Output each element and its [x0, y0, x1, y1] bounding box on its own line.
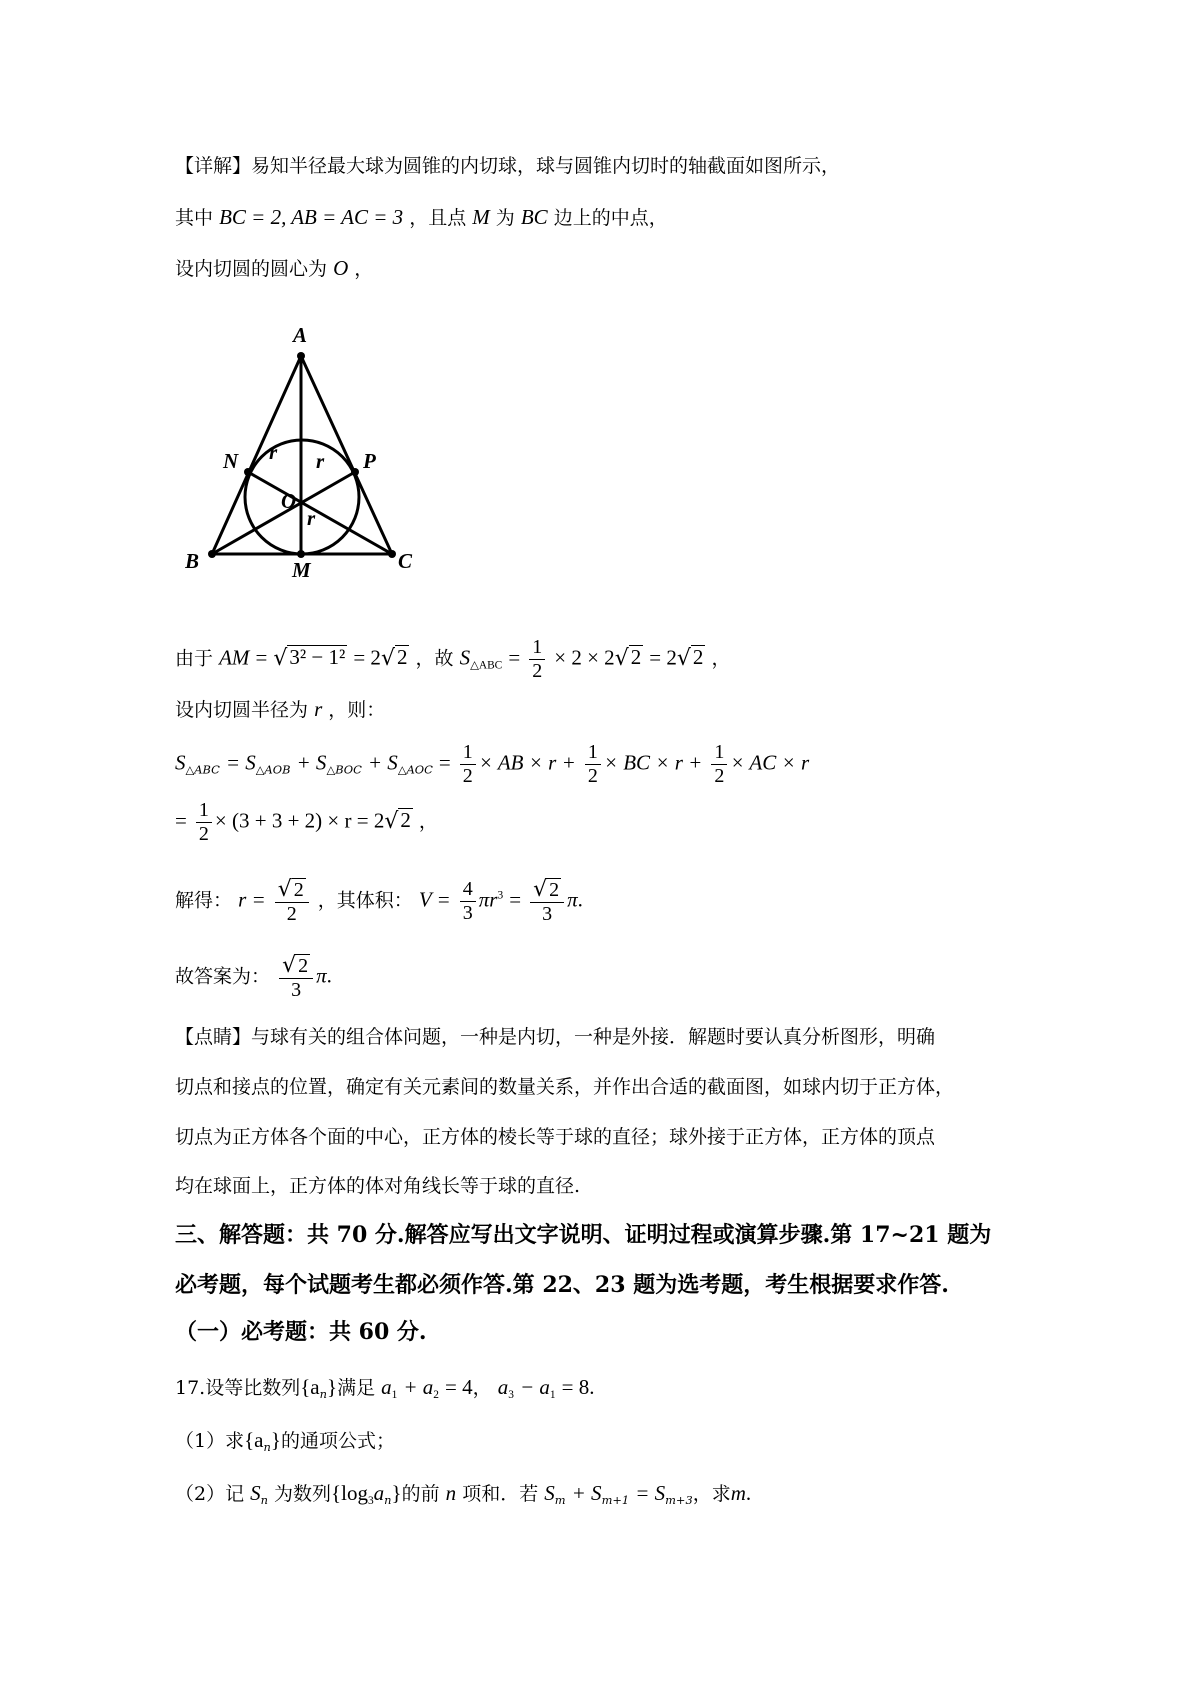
equation-value: = 8: [561, 1375, 590, 1399]
given-lengths: BC = 2, AB = AC = 3: [219, 205, 404, 229]
radicand: 2: [549, 879, 560, 901]
radius-label-p: r: [316, 449, 325, 473]
area-subscript: △ABC: [185, 762, 220, 777]
sqrt-expression: √ 3² − 1²: [273, 645, 346, 671]
intro-text: 【详解】易知半径最大球为圆锥的内切球，球与圆锥内切时的轴截面如图所示，: [175, 155, 841, 177]
radius-label-m: r: [307, 506, 316, 530]
subscript: m: [554, 1492, 566, 1507]
area-term: = S: [225, 750, 256, 775]
radius-label-n: r: [269, 440, 278, 464]
fraction: [196, 800, 212, 845]
area-result-equation: [175, 800, 438, 845]
equals-sign: =: [509, 887, 522, 912]
sum-symbol: + S: [571, 1481, 602, 1505]
section-heading-line-1: [175, 1222, 991, 1248]
point-n-dot: [244, 468, 252, 476]
sequence-brace: }: [326, 1375, 338, 1399]
equals-sign: =: [438, 750, 451, 775]
solve-line: [175, 878, 583, 925]
center-o-label: O: [281, 489, 297, 513]
numerator: 1: [711, 742, 727, 765]
solution-text: ，: [418, 810, 438, 833]
comment-line-3: [175, 1126, 935, 1149]
sequence-symbol: {log: [331, 1481, 368, 1505]
comment-text: 切点为正方体各个面的中心，正方体的棱长等于球的直径；球外接于正方体，正方体的顶点: [175, 1126, 936, 1148]
problem-17-stem: [175, 1375, 594, 1403]
pi-symbol: π: [316, 963, 327, 988]
segment-label: BC: [520, 205, 548, 229]
problem-text: （2）记: [175, 1483, 245, 1505]
vertex-c-label: C: [398, 549, 413, 573]
solution-text: ，: [711, 647, 731, 670]
problem-text: 为数列: [274, 1483, 332, 1505]
area-term: + S: [367, 750, 398, 775]
separator: ，: [472, 1377, 492, 1399]
comment-text: 【点睛】与球有关的组合体问题，一种是内切，一种是外接．解题时要认真分析图形，明确: [175, 1026, 936, 1048]
comment-line-1: [175, 1026, 935, 1049]
denominator: 2: [532, 660, 543, 682]
comment-text: 切点和接点的位置，确定有关元素间的数量关系，并作出合适的截面图，如球内切于正方体，: [175, 1076, 955, 1098]
equals-sign: =: [175, 808, 187, 833]
numerator: 1: [460, 742, 476, 765]
sqrt-expression: √ 2: [380, 645, 408, 671]
sequence-symbol: {a: [244, 1428, 264, 1452]
intro-text: 为: [495, 207, 515, 229]
am-line: [175, 637, 730, 682]
subscript: 2: [433, 1388, 439, 1401]
equation-value: = 4: [445, 1375, 473, 1399]
sequence-symbol: {a: [300, 1375, 320, 1399]
denominator: 2: [198, 823, 209, 845]
intro-text: ，且点: [409, 207, 467, 229]
comment-text: 均在球面上，正方体的体对角线长等于球的直径.: [175, 1175, 581, 1197]
sqrt-expression: √ 2: [676, 645, 704, 671]
period: .: [745, 1481, 752, 1505]
term-symbol: a: [373, 1481, 385, 1505]
area-symbol: S: [175, 750, 186, 775]
pi-symbol: π: [567, 887, 578, 912]
radicand: 2: [293, 879, 304, 901]
sqrt-expression: √ 2: [533, 877, 560, 902]
period: .: [577, 887, 583, 912]
equals-sign: =: [255, 645, 268, 670]
problem-text: 的前: [401, 1483, 440, 1505]
fraction: [460, 879, 476, 924]
subsection-heading: [175, 1319, 427, 1345]
sqrt-expression: √ 2: [614, 645, 642, 671]
fraction: [585, 742, 601, 787]
exponent: 3: [497, 889, 504, 902]
area-subscript: △AOC: [397, 762, 433, 777]
subscript: n: [319, 1386, 327, 1401]
equation-term: × AB × r +: [478, 750, 576, 775]
area-subscript: △ABC: [470, 659, 503, 672]
subscript: n: [263, 1439, 271, 1454]
numerator: 1: [585, 742, 601, 765]
fraction: [460, 742, 476, 787]
problem-17-part-2: [175, 1481, 751, 1509]
triangle-incircle-figure: [185, 325, 445, 595]
area-subscript: △BOC: [326, 762, 362, 777]
sqrt-expression: √ 2: [277, 877, 304, 902]
subscript: m+1: [601, 1492, 630, 1507]
equals-sign: =: [508, 645, 521, 670]
subscript: n: [384, 1492, 392, 1507]
intro-text: 边上的中点，: [553, 207, 668, 229]
let-r-line: [175, 697, 385, 722]
area-sum-equation: [175, 742, 809, 787]
problem-text: 满足: [337, 1377, 376, 1399]
sqrt-expression: √ 2: [384, 808, 411, 834]
variable-n: n: [445, 1481, 457, 1505]
comment-line-2: [175, 1076, 954, 1099]
fraction: [530, 878, 564, 925]
problem-text: （1）求: [175, 1430, 245, 1452]
numerator: 4: [460, 879, 476, 902]
result-coefficient: = 2: [649, 645, 677, 670]
product-terms: × 2 × 2: [554, 645, 615, 670]
denominator: 2: [286, 903, 297, 925]
intro-line-2: [175, 205, 668, 230]
numerator: [530, 878, 564, 903]
segment-bp: [212, 472, 355, 554]
volume-symbol: V =: [418, 887, 451, 912]
comment-line-4: [175, 1175, 580, 1198]
vertex-a-label: A: [293, 325, 308, 347]
intro-line-1: [175, 155, 840, 178]
log-base: 3: [367, 1494, 374, 1507]
equation-body: × (3 + 3 + 2) × r = 2: [214, 808, 385, 833]
period: .: [326, 963, 332, 988]
fraction: [711, 742, 727, 787]
fraction: [279, 954, 313, 1001]
equation-term: × BC × r +: [603, 750, 703, 775]
subscript: 3: [508, 1388, 514, 1401]
point-n-label: N: [223, 449, 239, 473]
fraction: [275, 878, 309, 925]
sqrt-expression: √ 2: [282, 953, 309, 978]
section-heading-line-2: [175, 1272, 949, 1298]
numerator: 1: [196, 800, 212, 823]
term-symbol: a: [381, 1375, 392, 1399]
subscript: m+3: [665, 1492, 693, 1507]
subscript: n: [260, 1492, 268, 1507]
point-b-dot: [208, 550, 216, 558]
variable-r: r: [314, 697, 323, 721]
denominator: 3: [291, 979, 302, 1001]
intro-text: 设内切圆的圆心为: [175, 258, 328, 280]
variable-m: m: [730, 1481, 746, 1505]
radius-result: r =: [238, 887, 266, 912]
result-coefficient: = 2: [353, 645, 381, 670]
radicand: 2: [630, 645, 642, 670]
point-p-dot: [351, 468, 359, 476]
radicand: 2: [396, 645, 408, 670]
term-symbol: + a: [403, 1375, 434, 1399]
problem-text: ，求: [692, 1483, 731, 1505]
vertex-b-label: B: [185, 549, 200, 573]
fraction: [529, 637, 545, 682]
radicand: 2: [298, 955, 309, 977]
section-heading-text: 三、解答题：共 70 分.解答应写出文字说明、证明过程或演算步骤.第 17~21 题为: [175, 1222, 992, 1248]
sum-symbol: S: [250, 1481, 261, 1505]
denominator: 3: [462, 902, 473, 924]
sum-symbol: S: [544, 1481, 555, 1505]
denominator: 2: [587, 765, 598, 787]
sequence-brace: }: [391, 1481, 402, 1505]
radicand: 2: [692, 645, 704, 670]
solution-text: 解得：: [175, 889, 233, 912]
radicand: 3² − 1²: [289, 645, 346, 670]
denominator: 2: [714, 765, 725, 787]
numerator: [275, 878, 309, 903]
area-term: + S: [296, 750, 327, 775]
sequence-brace: }: [270, 1428, 281, 1452]
equation-term: × AC × r: [730, 750, 810, 775]
segment-label: AM: [219, 645, 250, 670]
answer-line: [175, 954, 332, 1001]
problem-17-part-1: [175, 1428, 395, 1455]
volume-body: πr: [478, 887, 498, 912]
point-c-dot: [388, 550, 396, 558]
subsection-heading-text: （一）必考题：共 60 分.: [175, 1319, 427, 1345]
point-p-label: P: [363, 449, 376, 473]
solution-text: ，则：: [328, 699, 386, 721]
intro-text: ，: [354, 258, 374, 280]
subscript: 1: [391, 1388, 398, 1401]
point-label: O: [333, 256, 349, 280]
problem-text: 17.设等比数列: [175, 1377, 301, 1399]
point-m-label: M: [292, 558, 311, 582]
segment-cn: [248, 472, 392, 554]
numerator: 1: [529, 637, 545, 660]
problem-text: 项和．若: [462, 1483, 539, 1505]
term-symbol: a: [497, 1375, 509, 1399]
intro-text: 其中: [175, 207, 214, 229]
point-a-dot: [297, 352, 305, 360]
solution-text: 由于: [175, 647, 214, 670]
area-subscript: △AOB: [255, 762, 291, 777]
term-symbol: − a: [519, 1375, 550, 1399]
section-heading-text: 必考题，每个试题考生都必须作答.第 22、23 题为选考题，考生根据要求作答.: [175, 1272, 949, 1298]
solution-text: 故答案为：: [175, 965, 271, 988]
numerator: [279, 954, 313, 979]
sum-symbol: = S: [635, 1481, 666, 1505]
point-m-dot: [297, 550, 305, 558]
radicand: 2: [400, 808, 411, 833]
denominator: 2: [462, 765, 473, 787]
problem-text: 的通项公式；: [280, 1430, 395, 1452]
area-symbol: S: [459, 645, 471, 670]
period: .: [589, 1375, 595, 1399]
subscript: 1: [549, 1388, 556, 1401]
solution-text: 设内切圆半径为: [175, 699, 309, 721]
point-label: M: [472, 205, 490, 229]
intro-line-3: [175, 256, 373, 281]
solution-text: ，其体积：: [317, 889, 413, 912]
solution-text: ，故: [415, 647, 454, 670]
denominator: 3: [542, 903, 553, 925]
